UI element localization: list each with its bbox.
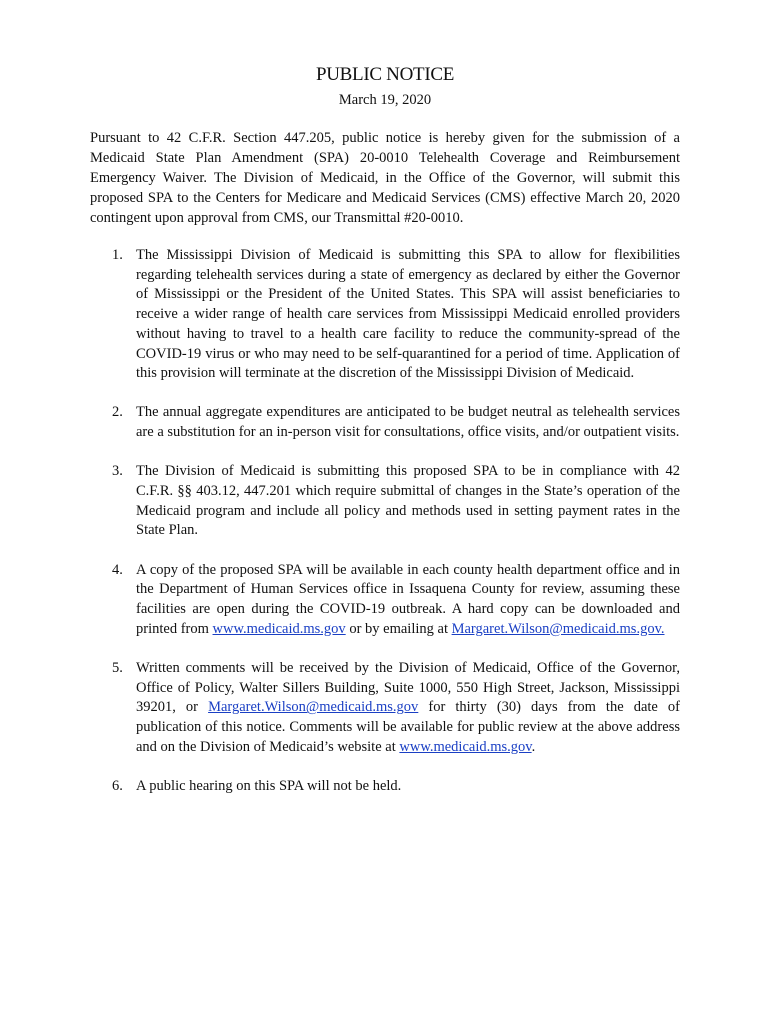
list-item-2 xyxy=(90,403,680,442)
page-title: PUBLIC NOTICE xyxy=(315,64,455,85)
list-item-4 xyxy=(90,561,680,640)
list-item-number: 1. xyxy=(112,247,123,263)
list-item-text-part: or by emailing at xyxy=(349,620,448,637)
list-item-text xyxy=(136,660,680,755)
list-item-text xyxy=(136,562,680,637)
list-item-3 xyxy=(90,462,680,541)
list-item-number: 4. xyxy=(112,561,123,578)
list-item-number: 5. xyxy=(112,659,123,676)
list-item-number: 3. xyxy=(112,463,123,480)
list-item-text: The Mississippi Division of Medicaid is submitting this SPA to allow for flexibilities regarding telehealth services during a state of emergency as declared by either the Governor of Mississippi or the President of the United States. This SPA will assist beneficiaries to receive a wider range of health care services from Mississippi Medicaid enrolled providers without having to travel to a health care facility to reduce the community-spread of the COVID-19 virus or who may need to be self-quarantined for a period of time. Application of this provision will terminate at the discretion of the Mississippi Division of Medicaid. xyxy=(136,247,680,382)
list-item-number: 6. xyxy=(112,777,123,794)
list-item-1 xyxy=(90,246,680,384)
notice-date: March 19, 2020 xyxy=(338,92,432,108)
website-link[interactable]: www.medicaid.ms.gov xyxy=(212,620,346,637)
list-item-text-part: . xyxy=(531,738,536,755)
email-link[interactable]: Margaret.Wilson@medicaid.ms.gov xyxy=(208,699,419,716)
intro-paragraph: Pursuant to 42 C.F.R. Section 447.205, public notice is hereby given for the submission of a Medicaid State Plan Amendment (SPA) 20-0010 Telehealth Coverage and Reimbursement Emergency Waiver. The Division of Medicaid, in the Office of the Governor, will submit this proposed SPA to the Centers for Medicare and Medicaid Services (CMS) effective March 20, 2020 contingent upon approval from CMS, our Transmittal #20-0010. xyxy=(90,130,680,226)
numbered-list xyxy=(90,246,680,816)
list-item-6 xyxy=(90,777,680,797)
list-item-text-part: A copy of the proposed SPA will be available in each county health department office and in the Department of Human Services office in Issaquena County for review, assuming these facilities are open during the COVID-19 outbreak. A hard copy can be downloaded and printed from xyxy=(136,561,680,637)
list-item-5 xyxy=(90,659,680,758)
website-link[interactable]: www.medicaid.ms.gov xyxy=(399,738,532,755)
email-link[interactable]: Margaret.Wilson@medicaid.ms.gov. xyxy=(451,620,665,637)
list-item-text-part: for thirty (30) days from the date of publication of this notice. Comments will be available for public review at the above address and on the Division of Medicaid’s website at xyxy=(136,699,680,755)
list-item-text: The annual aggregate expenditures are anticipated to be budget neutral as telehealth services are a substitution for an in-person visit for consultations, office visits, and/or outpatient visits. xyxy=(136,404,680,441)
list-item-text: The Division of Medicaid is submitting this proposed SPA to be in compliance with 42 C.F.R. §§ 403.12, 447.201 which require submittal of changes in the State’s operation of the Medicaid program and include all policy and methods used in setting payment rates in the State Plan. xyxy=(136,463,680,539)
list-item-text-part: Written comments will be received by the Division of Medicaid, Office of the Governor, Office of Policy, Walter Sillers Building, Suite 1000, 550 High Street, Jackson, Mississippi 39201, or xyxy=(136,659,680,716)
list-item-text: A public hearing on this SPA will not be held. xyxy=(136,777,402,794)
list-item-number: 2. xyxy=(112,404,123,421)
